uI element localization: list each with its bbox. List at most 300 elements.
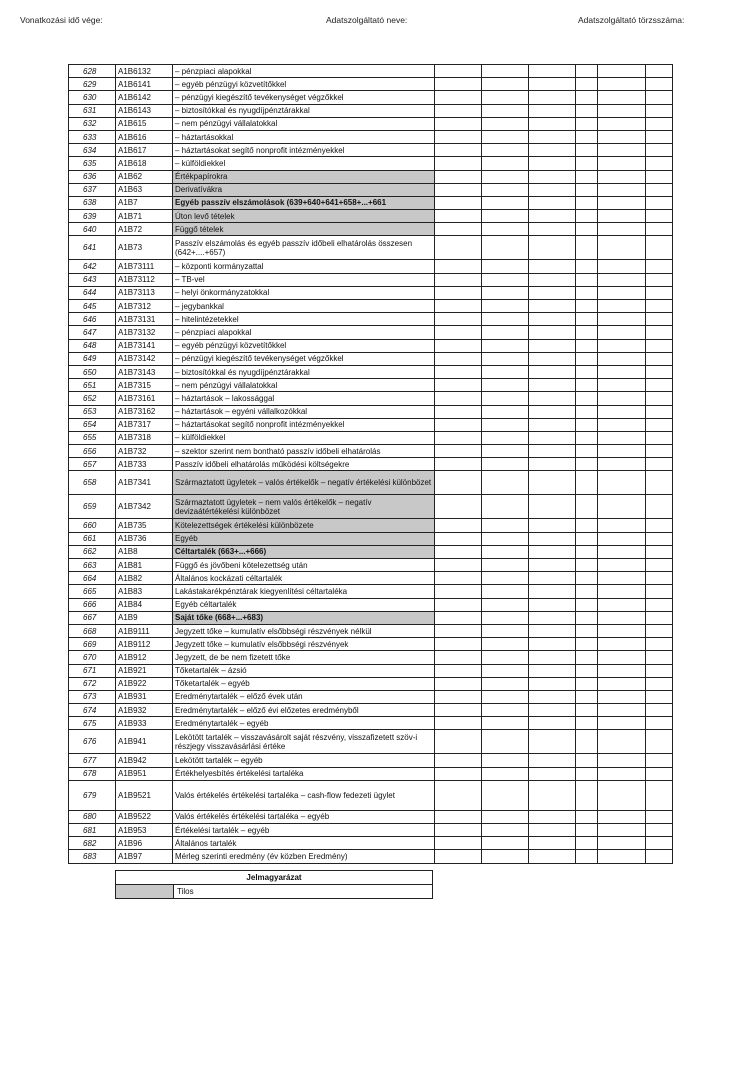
value-cell[interactable]: [529, 431, 576, 444]
value-cell[interactable]: [576, 445, 598, 458]
value-cell[interactable]: [598, 519, 646, 532]
value-cell[interactable]: [576, 78, 598, 91]
value-cell[interactable]: [435, 638, 482, 651]
value-cell[interactable]: [598, 78, 646, 91]
value-cell[interactable]: [529, 495, 576, 519]
value-cell[interactable]: [646, 260, 673, 273]
value-cell[interactable]: [529, 78, 576, 91]
value-cell[interactable]: [435, 352, 482, 365]
value-cell[interactable]: [482, 545, 529, 558]
value-cell[interactable]: [576, 824, 598, 837]
value-cell[interactable]: [576, 545, 598, 558]
value-cell[interactable]: [598, 260, 646, 273]
value-cell[interactable]: [598, 445, 646, 458]
value-cell[interactable]: [646, 638, 673, 651]
value-cell[interactable]: [576, 704, 598, 717]
value-cell[interactable]: [529, 545, 576, 558]
value-cell[interactable]: [646, 326, 673, 339]
value-cell[interactable]: [598, 754, 646, 767]
value-cell[interactable]: [598, 196, 646, 209]
value-cell[interactable]: [576, 104, 598, 117]
value-cell[interactable]: [529, 690, 576, 703]
value-cell[interactable]: [598, 495, 646, 519]
value-cell[interactable]: [435, 850, 482, 863]
value-cell[interactable]: [598, 339, 646, 352]
value-cell[interactable]: [646, 157, 673, 170]
value-cell[interactable]: [598, 236, 646, 260]
value-cell[interactable]: [529, 532, 576, 545]
value-cell[interactable]: [482, 130, 529, 143]
value-cell[interactable]: [529, 144, 576, 157]
value-cell[interactable]: [482, 532, 529, 545]
value-cell[interactable]: [529, 236, 576, 260]
value-cell[interactable]: [598, 611, 646, 624]
value-cell[interactable]: [646, 130, 673, 143]
value-cell[interactable]: [529, 754, 576, 767]
value-cell[interactable]: [598, 326, 646, 339]
value-cell[interactable]: [576, 130, 598, 143]
value-cell[interactable]: [646, 313, 673, 326]
value-cell[interactable]: [576, 183, 598, 196]
value-cell[interactable]: [482, 405, 529, 418]
value-cell[interactable]: [529, 170, 576, 183]
value-cell[interactable]: [576, 339, 598, 352]
value-cell[interactable]: [576, 117, 598, 130]
value-cell[interactable]: [435, 260, 482, 273]
value-cell[interactable]: [646, 519, 673, 532]
value-cell[interactable]: [435, 273, 482, 286]
value-cell[interactable]: [598, 717, 646, 730]
value-cell[interactable]: [576, 850, 598, 863]
value-cell[interactable]: [529, 365, 576, 378]
value-cell[interactable]: [435, 471, 482, 495]
value-cell[interactable]: [576, 638, 598, 651]
value-cell[interactable]: [598, 144, 646, 157]
value-cell[interactable]: [646, 458, 673, 471]
value-cell[interactable]: [482, 104, 529, 117]
value-cell[interactable]: [598, 850, 646, 863]
value-cell[interactable]: [598, 458, 646, 471]
value-cell[interactable]: [576, 677, 598, 690]
value-cell[interactable]: [482, 418, 529, 431]
value-cell[interactable]: [598, 638, 646, 651]
value-cell[interactable]: [482, 445, 529, 458]
value-cell[interactable]: [576, 405, 598, 418]
value-cell[interactable]: [529, 559, 576, 572]
value-cell[interactable]: [435, 730, 482, 754]
value-cell[interactable]: [646, 300, 673, 313]
value-cell[interactable]: [435, 183, 482, 196]
value-cell[interactable]: [435, 824, 482, 837]
value-cell[interactable]: [598, 767, 646, 780]
value-cell[interactable]: [482, 780, 529, 810]
value-cell[interactable]: [435, 379, 482, 392]
value-cell[interactable]: [482, 223, 529, 236]
value-cell[interactable]: [529, 664, 576, 677]
value-cell[interactable]: [646, 717, 673, 730]
value-cell[interactable]: [646, 65, 673, 78]
value-cell[interactable]: [646, 780, 673, 810]
value-cell[interactable]: [482, 611, 529, 624]
value-cell[interactable]: [598, 824, 646, 837]
value-cell[interactable]: [435, 572, 482, 585]
value-cell[interactable]: [435, 532, 482, 545]
value-cell[interactable]: [646, 286, 673, 299]
value-cell[interactable]: [529, 260, 576, 273]
value-cell[interactable]: [576, 572, 598, 585]
value-cell[interactable]: [482, 300, 529, 313]
value-cell[interactable]: [435, 196, 482, 209]
value-cell[interactable]: [482, 572, 529, 585]
value-cell[interactable]: [529, 273, 576, 286]
value-cell[interactable]: [576, 379, 598, 392]
value-cell[interactable]: [435, 339, 482, 352]
value-cell[interactable]: [529, 130, 576, 143]
value-cell[interactable]: [598, 690, 646, 703]
value-cell[interactable]: [482, 326, 529, 339]
value-cell[interactable]: [646, 624, 673, 637]
value-cell[interactable]: [646, 704, 673, 717]
value-cell[interactable]: [529, 339, 576, 352]
value-cell[interactable]: [576, 767, 598, 780]
value-cell[interactable]: [598, 392, 646, 405]
value-cell[interactable]: [646, 532, 673, 545]
value-cell[interactable]: [529, 585, 576, 598]
value-cell[interactable]: [529, 379, 576, 392]
value-cell[interactable]: [435, 130, 482, 143]
value-cell[interactable]: [529, 651, 576, 664]
value-cell[interactable]: [646, 392, 673, 405]
value-cell[interactable]: [482, 392, 529, 405]
value-cell[interactable]: [482, 651, 529, 664]
value-cell[interactable]: [435, 717, 482, 730]
value-cell[interactable]: [529, 677, 576, 690]
value-cell[interactable]: [646, 117, 673, 130]
value-cell[interactable]: [529, 65, 576, 78]
value-cell[interactable]: [646, 431, 673, 444]
value-cell[interactable]: [646, 730, 673, 754]
value-cell[interactable]: [482, 352, 529, 365]
value-cell[interactable]: [576, 157, 598, 170]
value-cell[interactable]: [435, 104, 482, 117]
value-cell[interactable]: [598, 532, 646, 545]
value-cell[interactable]: [529, 638, 576, 651]
value-cell[interactable]: [482, 717, 529, 730]
value-cell[interactable]: [435, 170, 482, 183]
value-cell[interactable]: [598, 379, 646, 392]
value-cell[interactable]: [598, 210, 646, 223]
value-cell[interactable]: [646, 236, 673, 260]
value-cell[interactable]: [598, 405, 646, 418]
value-cell[interactable]: [482, 704, 529, 717]
value-cell[interactable]: [576, 651, 598, 664]
value-cell[interactable]: [435, 780, 482, 810]
value-cell[interactable]: [529, 611, 576, 624]
value-cell[interactable]: [482, 91, 529, 104]
value-cell[interactable]: [482, 767, 529, 780]
value-cell[interactable]: [598, 65, 646, 78]
value-cell[interactable]: [435, 690, 482, 703]
value-cell[interactable]: [576, 260, 598, 273]
value-cell[interactable]: [598, 104, 646, 117]
value-cell[interactable]: [529, 598, 576, 611]
value-cell[interactable]: [435, 365, 482, 378]
value-cell[interactable]: [576, 91, 598, 104]
value-cell[interactable]: [598, 117, 646, 130]
value-cell[interactable]: [435, 754, 482, 767]
value-cell[interactable]: [576, 223, 598, 236]
value-cell[interactable]: [576, 559, 598, 572]
value-cell[interactable]: [482, 824, 529, 837]
value-cell[interactable]: [576, 532, 598, 545]
value-cell[interactable]: [576, 170, 598, 183]
value-cell[interactable]: [646, 365, 673, 378]
value-cell[interactable]: [482, 690, 529, 703]
value-cell[interactable]: [482, 495, 529, 519]
value-cell[interactable]: [482, 850, 529, 863]
value-cell[interactable]: [435, 495, 482, 519]
value-cell[interactable]: [576, 196, 598, 209]
value-cell[interactable]: [576, 664, 598, 677]
value-cell[interactable]: [435, 559, 482, 572]
value-cell[interactable]: [646, 223, 673, 236]
value-cell[interactable]: [435, 326, 482, 339]
value-cell[interactable]: [435, 236, 482, 260]
value-cell[interactable]: [482, 157, 529, 170]
value-cell[interactable]: [576, 431, 598, 444]
value-cell[interactable]: [576, 65, 598, 78]
value-cell[interactable]: [435, 458, 482, 471]
value-cell[interactable]: [482, 519, 529, 532]
value-cell[interactable]: [482, 144, 529, 157]
value-cell[interactable]: [529, 286, 576, 299]
value-cell[interactable]: [576, 418, 598, 431]
value-cell[interactable]: [482, 65, 529, 78]
value-cell[interactable]: [646, 664, 673, 677]
value-cell[interactable]: [435, 598, 482, 611]
value-cell[interactable]: [435, 445, 482, 458]
value-cell[interactable]: [435, 91, 482, 104]
value-cell[interactable]: [598, 559, 646, 572]
value-cell[interactable]: [646, 104, 673, 117]
value-cell[interactable]: [482, 286, 529, 299]
value-cell[interactable]: [482, 273, 529, 286]
value-cell[interactable]: [482, 260, 529, 273]
value-cell[interactable]: [576, 300, 598, 313]
value-cell[interactable]: [435, 157, 482, 170]
value-cell[interactable]: [646, 767, 673, 780]
value-cell[interactable]: [598, 313, 646, 326]
value-cell[interactable]: [529, 730, 576, 754]
value-cell[interactable]: [529, 300, 576, 313]
value-cell[interactable]: [576, 352, 598, 365]
value-cell[interactable]: [646, 585, 673, 598]
value-cell[interactable]: [482, 236, 529, 260]
value-cell[interactable]: [598, 183, 646, 196]
value-cell[interactable]: [529, 104, 576, 117]
value-cell[interactable]: [646, 690, 673, 703]
value-cell[interactable]: [598, 431, 646, 444]
value-cell[interactable]: [435, 677, 482, 690]
value-cell[interactable]: [646, 183, 673, 196]
value-cell[interactable]: [435, 611, 482, 624]
value-cell[interactable]: [576, 717, 598, 730]
value-cell[interactable]: [435, 704, 482, 717]
value-cell[interactable]: [576, 690, 598, 703]
value-cell[interactable]: [529, 572, 576, 585]
value-cell[interactable]: [529, 471, 576, 495]
value-cell[interactable]: [646, 495, 673, 519]
value-cell[interactable]: [646, 339, 673, 352]
value-cell[interactable]: [482, 730, 529, 754]
value-cell[interactable]: [529, 445, 576, 458]
value-cell[interactable]: [646, 545, 673, 558]
value-cell[interactable]: [646, 210, 673, 223]
value-cell[interactable]: [435, 313, 482, 326]
value-cell[interactable]: [435, 767, 482, 780]
value-cell[interactable]: [598, 170, 646, 183]
value-cell[interactable]: [646, 559, 673, 572]
value-cell[interactable]: [482, 196, 529, 209]
value-cell[interactable]: [646, 273, 673, 286]
value-cell[interactable]: [576, 471, 598, 495]
value-cell[interactable]: [482, 431, 529, 444]
value-cell[interactable]: [576, 837, 598, 850]
value-cell[interactable]: [529, 810, 576, 823]
value-cell[interactable]: [646, 850, 673, 863]
value-cell[interactable]: [576, 392, 598, 405]
value-cell[interactable]: [576, 754, 598, 767]
value-cell[interactable]: [646, 611, 673, 624]
value-cell[interactable]: [529, 352, 576, 365]
value-cell[interactable]: [576, 273, 598, 286]
value-cell[interactable]: [435, 624, 482, 637]
value-cell[interactable]: [576, 495, 598, 519]
value-cell[interactable]: [598, 572, 646, 585]
value-cell[interactable]: [576, 144, 598, 157]
value-cell[interactable]: [435, 117, 482, 130]
value-cell[interactable]: [482, 677, 529, 690]
value-cell[interactable]: [529, 767, 576, 780]
value-cell[interactable]: [576, 730, 598, 754]
value-cell[interactable]: [646, 144, 673, 157]
value-cell[interactable]: [529, 717, 576, 730]
value-cell[interactable]: [529, 223, 576, 236]
value-cell[interactable]: [598, 365, 646, 378]
value-cell[interactable]: [598, 471, 646, 495]
value-cell[interactable]: [598, 352, 646, 365]
value-cell[interactable]: [598, 286, 646, 299]
value-cell[interactable]: [576, 326, 598, 339]
value-cell[interactable]: [482, 598, 529, 611]
value-cell[interactable]: [435, 286, 482, 299]
value-cell[interactable]: [482, 313, 529, 326]
value-cell[interactable]: [529, 326, 576, 339]
value-cell[interactable]: [529, 117, 576, 130]
value-cell[interactable]: [529, 780, 576, 810]
value-cell[interactable]: [435, 300, 482, 313]
value-cell[interactable]: [576, 611, 598, 624]
value-cell[interactable]: [576, 210, 598, 223]
value-cell[interactable]: [576, 780, 598, 810]
value-cell[interactable]: [646, 91, 673, 104]
value-cell[interactable]: [576, 519, 598, 532]
value-cell[interactable]: [435, 837, 482, 850]
value-cell[interactable]: [646, 352, 673, 365]
value-cell[interactable]: [482, 638, 529, 651]
value-cell[interactable]: [598, 624, 646, 637]
value-cell[interactable]: [646, 810, 673, 823]
value-cell[interactable]: [646, 379, 673, 392]
value-cell[interactable]: [598, 300, 646, 313]
value-cell[interactable]: [435, 210, 482, 223]
value-cell[interactable]: [482, 471, 529, 495]
value-cell[interactable]: [482, 379, 529, 392]
value-cell[interactable]: [598, 704, 646, 717]
value-cell[interactable]: [646, 598, 673, 611]
value-cell[interactable]: [482, 117, 529, 130]
value-cell[interactable]: [435, 78, 482, 91]
value-cell[interactable]: [482, 754, 529, 767]
value-cell[interactable]: [598, 273, 646, 286]
value-cell[interactable]: [529, 824, 576, 837]
value-cell[interactable]: [576, 236, 598, 260]
value-cell[interactable]: [576, 313, 598, 326]
value-cell[interactable]: [598, 598, 646, 611]
value-cell[interactable]: [482, 365, 529, 378]
value-cell[interactable]: [576, 458, 598, 471]
value-cell[interactable]: [435, 519, 482, 532]
value-cell[interactable]: [646, 78, 673, 91]
value-cell[interactable]: [435, 65, 482, 78]
value-cell[interactable]: [529, 519, 576, 532]
value-cell[interactable]: [482, 624, 529, 637]
value-cell[interactable]: [435, 810, 482, 823]
value-cell[interactable]: [482, 170, 529, 183]
value-cell[interactable]: [482, 559, 529, 572]
value-cell[interactable]: [435, 545, 482, 558]
value-cell[interactable]: [529, 91, 576, 104]
value-cell[interactable]: [529, 210, 576, 223]
value-cell[interactable]: [482, 458, 529, 471]
value-cell[interactable]: [646, 170, 673, 183]
value-cell[interactable]: [598, 91, 646, 104]
value-cell[interactable]: [529, 850, 576, 863]
value-cell[interactable]: [598, 418, 646, 431]
value-cell[interactable]: [598, 651, 646, 664]
value-cell[interactable]: [576, 624, 598, 637]
value-cell[interactable]: [529, 418, 576, 431]
value-cell[interactable]: [576, 598, 598, 611]
value-cell[interactable]: [646, 445, 673, 458]
value-cell[interactable]: [529, 624, 576, 637]
value-cell[interactable]: [482, 810, 529, 823]
value-cell[interactable]: [598, 730, 646, 754]
value-cell[interactable]: [435, 418, 482, 431]
value-cell[interactable]: [529, 405, 576, 418]
value-cell[interactable]: [529, 313, 576, 326]
value-cell[interactable]: [435, 144, 482, 157]
value-cell[interactable]: [482, 183, 529, 196]
value-cell[interactable]: [646, 196, 673, 209]
value-cell[interactable]: [598, 545, 646, 558]
value-cell[interactable]: [598, 585, 646, 598]
value-cell[interactable]: [646, 677, 673, 690]
value-cell[interactable]: [482, 664, 529, 677]
value-cell[interactable]: [435, 664, 482, 677]
value-cell[interactable]: [435, 405, 482, 418]
value-cell[interactable]: [646, 837, 673, 850]
